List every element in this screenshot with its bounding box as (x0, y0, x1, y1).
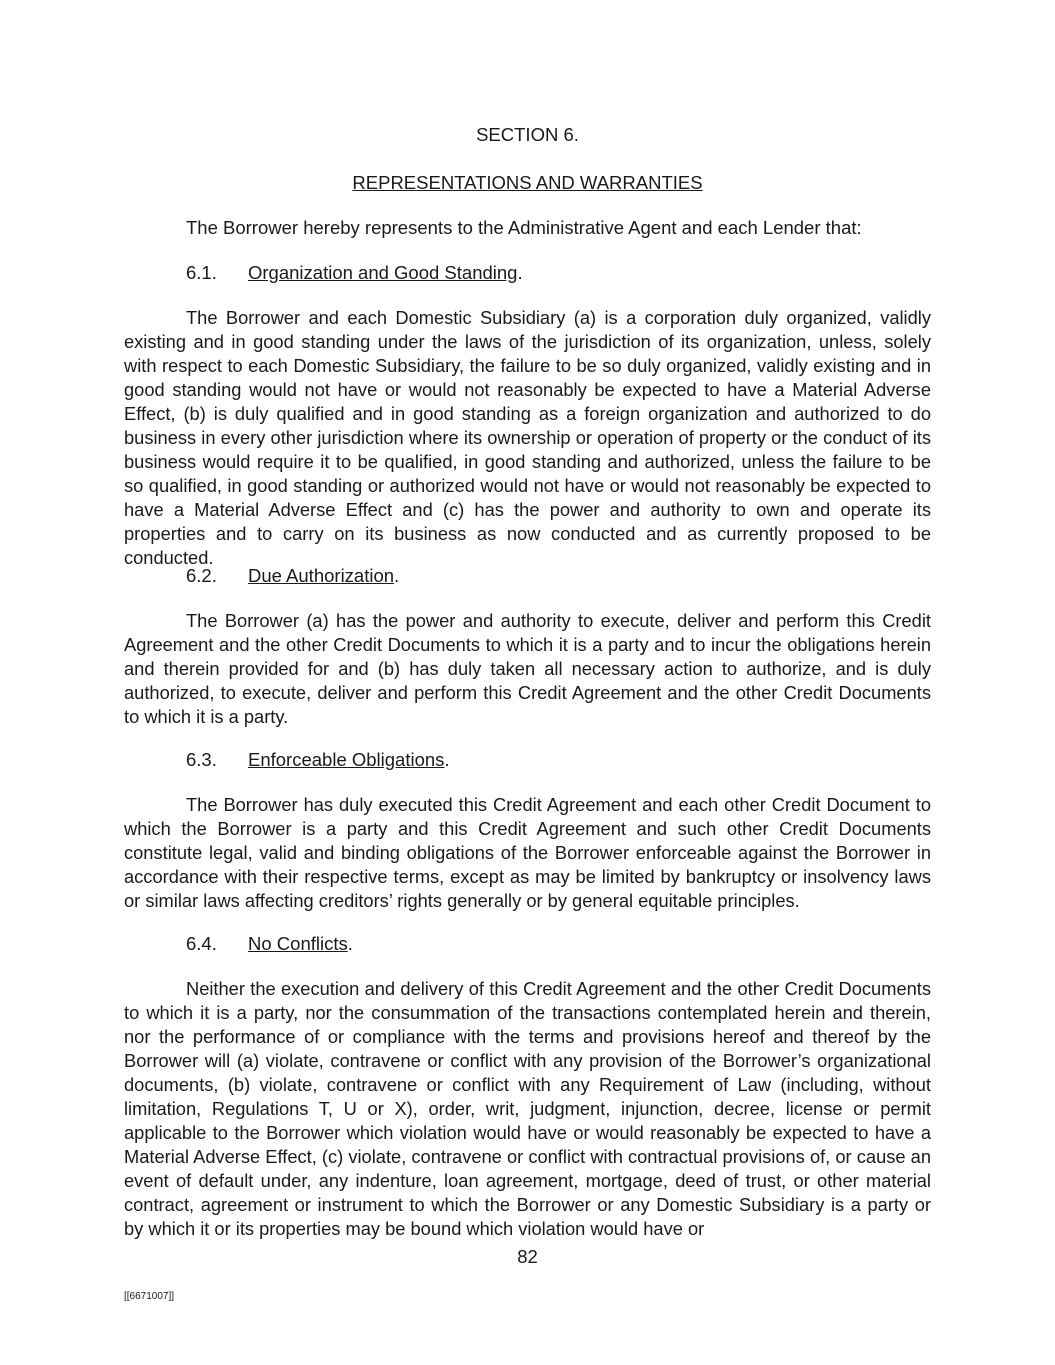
subsection-body-6-3: The Borrower has duly executed this Credit Agreement and each other Credit Document to which the Borrower is a party and this Credit Agreement and such other Credit Documents constitute legal, valid and binding obligations of the Borrower enforceable against the Borrower in accordance with their respective terms, except as may be limited by bankruptcy or insolvency laws or similar laws affecting creditors’ rights generally or by general equitable principles. (124, 794, 931, 911)
document-id: [[6671007]] (124, 1291, 175, 1302)
subsection-body-6-1: The Borrower and each Domestic Subsidiary (a) is a corporation duly organized, validly existing and in good standing under the laws of the jurisdiction of its organization, unless, solely with respect to each Domestic Subsidiary, the failure to be so duly organized, validly existing and in good standing would not have or would not reasonably be expected to have a Material Adverse Effect, (b) is duly qualified and in good standing as a foreign organization and authorized to do business in every other jurisdiction where its ownership or operation of property or the conduct of its business would require it to be qualified, in good standing and authorized, unless the failure to be so qualified, in good standing or authorized would not have or would not reasonably be expected to have a Material Adverse Effect and (c) has the power and authority to own and operate its properties and to carry on its business as now conducted and as currently proposed to be conducted. (124, 307, 931, 568)
page-number: 82 (517, 1246, 538, 1267)
subsection-title: Organization and Good Standing (248, 262, 518, 283)
section-title: REPRESENTATIONS AND WARRANTIES (352, 172, 703, 193)
subsection-title: No Conflicts (248, 933, 348, 954)
subsection-body-6-4: Neither the execution and delivery of this Credit Agreement and the other Credit Documents to which it is a party, nor the consummation of the transactions contemplated herein and therein, nor the performance of or compliance with the terms and provisions hereof and thereof by the Borrower will (a) violate, contravene or conflict with any provision of the Borrower’s organizational documents, (b) violate, contravene or conflict with any Requirement of Law (including, without limitation, Regulations T, U or X), order, writ, judgment, injunction, decree, license or permit applicable to the Borrower which violation would have or would reasonably be expected to have a Material Adverse Effect, (c) violate, contravene or conflict with contractual provisions of, or cause an event of default under, any indenture, loan agreement, mortgage, deed of trust, or other material contract, agreement or instrument to which the Borrower or any Domestic Subsidiary is a party or by which it or its properties may be bound which violation would have or (124, 978, 931, 1239)
subsection-number: 6.1. (186, 262, 217, 283)
subsection-heading-6-2: 6.2. Due Authorization. (186, 565, 400, 586)
section-intro: The Borrower hereby represents to the Administrative Agent and each Lender that: (186, 217, 862, 238)
subsection-heading-6-1: 6.1. Organization and Good Standing. (186, 262, 523, 283)
subsection-number: 6.3. (186, 749, 217, 770)
section-number: SECTION 6. (476, 124, 579, 145)
subsection-heading-6-4: 6.4. No Conflicts. (186, 933, 353, 954)
subsection-title: Enforceable Obligations (248, 749, 445, 770)
subsection-title: Due Authorization (248, 565, 395, 586)
subsection-body-6-2: The Borrower (a) has the power and authority to execute, deliver and perform this Credit Agreement and the other Credit Documents to which it is a party and to incur the obligations herein and therein provided for and (b) has duly taken all necessary action to authorize, and is duly authorized, to execute, deliver and perform this Credit Agreement and the other Credit Documents to which it is a party. (124, 610, 931, 727)
subsection-number: 6.2. (186, 565, 217, 586)
subsection-number: 6.4. (186, 933, 217, 954)
subsection-heading-6-3: 6.3. Enforceable Obligations. (186, 749, 450, 770)
